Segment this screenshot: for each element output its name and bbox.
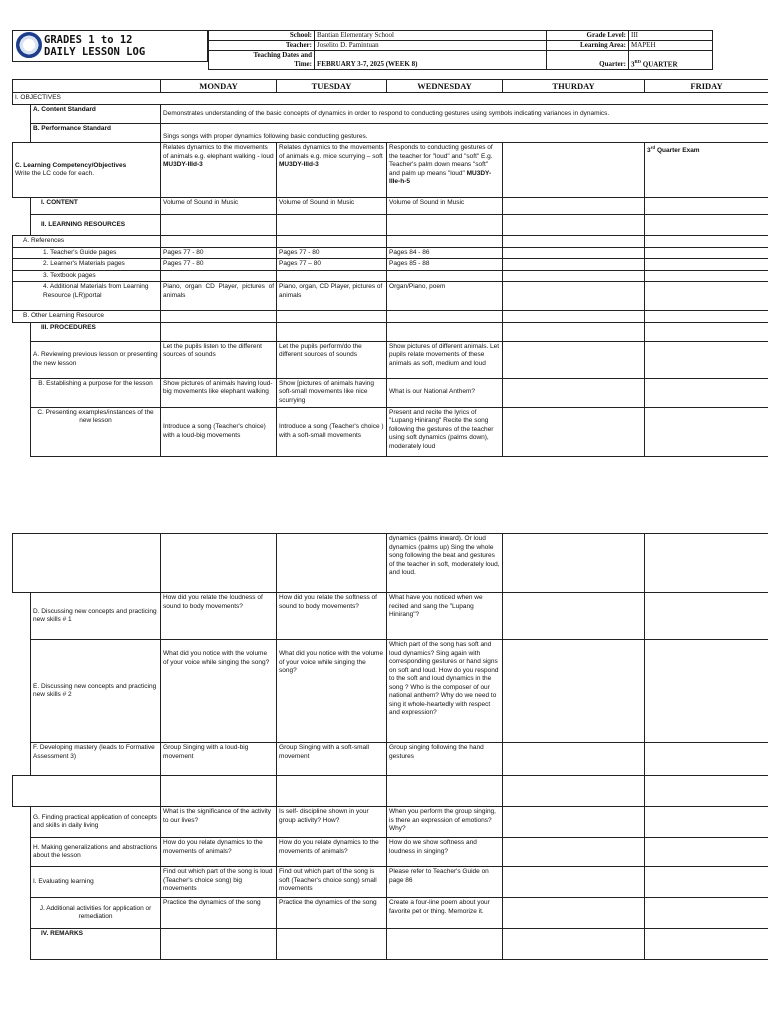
learners-materials-tuesday: Pages 77 – 80: [277, 259, 387, 271]
area-label: Learning Area:: [547, 41, 629, 51]
procedure-j-label: J. Additional activities for application or remediation: [31, 898, 161, 929]
remarks-label: IV. REMARKS: [31, 929, 161, 960]
teachers-guide-wednesday: Pages 84 - 86: [387, 247, 503, 259]
dates-value: FEBRUARY 3-7, 2025 (WEEK 8): [315, 51, 547, 70]
competency-thursday: [503, 143, 645, 198]
learners-materials-label: 2. Learner's Materials pages: [13, 259, 161, 271]
procedure-e-label: E. Discussing new concepts and practicing new skills # 2: [31, 640, 161, 743]
other-resource-label: B. Other Learning Resource: [13, 311, 161, 323]
teachers-guide-monday: Pages 77 - 80: [161, 247, 277, 259]
title-line-2: DAILY LESSON LOG: [44, 46, 146, 58]
procedure-a-tuesday: Let the pupils perform/do the different sources of sounds: [277, 341, 387, 378]
lc-code-tuesday: MU3DY-IIId-3: [279, 161, 319, 168]
procedure-h-label: H. Making generalizations and abstractions about the lesson: [31, 838, 161, 867]
school-label: School:: [209, 31, 315, 41]
competency-title: C. Learning Competency/Objectives: [15, 161, 127, 169]
procedure-j-tuesday: Practice the dynamics of the song: [277, 898, 387, 929]
quarter-value: 3RD QUARTER: [629, 51, 713, 70]
quarter-label: Quarter:: [547, 51, 629, 70]
procedure-d-label: D. Discussing new concepts and practicing new skills # 1: [31, 593, 161, 640]
procedure-a-label: A. Reviewing previous lesson or presenting the new lesson: [31, 341, 161, 378]
procedures-label: III. PROCEDURES: [31, 322, 161, 341]
content-monday: Volume of Sound in Music: [161, 198, 277, 215]
learners-materials-monday: Pages 77 - 80: [161, 259, 277, 271]
day-monday: MONDAY: [161, 80, 277, 93]
competency-friday: 3rd Quarter Exam: [645, 143, 768, 198]
references-label: A. References: [13, 236, 161, 248]
procedure-h-wednesday: How do we show softness and loudness in singing?: [387, 838, 503, 867]
competency-wednesday: Responds to conducting gestures of the teacher for "loud" and "soft" E.g. Teacher's palm down means "soft" and palm up means "loud" MU3DY-IIIe-h-5: [387, 143, 503, 198]
teacher-value: Joselito D. Pamintuan: [315, 41, 547, 51]
procedure-d-monday: How did you relate the loudness of sound to body movements?: [161, 593, 277, 640]
day-header-row: [13, 80, 768, 93]
procedure-a-monday: Let the pupils listen to the different sources of sounds: [161, 341, 277, 378]
header-info-table: [208, 30, 768, 70]
additional-materials-tuesday: Piano, organ, CD Player, pictures of animals: [277, 282, 387, 311]
lc-code-monday: MU3DY-IIId-3: [163, 161, 203, 168]
day-wednesday: WEDNESDAY: [387, 80, 503, 93]
school-value: Bantian Elementary School: [315, 31, 547, 41]
procedure-b-wednesday: What is our National Anthem?: [387, 378, 503, 407]
procedure-a-wednesday: Show pictures of different animals. Let pupils relate movements of these animals as soft, medium and loud: [387, 341, 503, 378]
performance-standard-value: Sings songs with proper dynamics following basic conducting gestures.: [161, 124, 768, 143]
procedure-d-wednesday: What have you noticed when we recited and sang the "Lupang Hinirang"?: [387, 593, 503, 640]
procedure-f-monday: Group Singing with a loud-big movement: [161, 743, 277, 776]
dates-label-line2: Time:: [294, 60, 312, 68]
procedure-e-monday: What did you notice with the volume of your voice while singing the song?: [161, 640, 277, 743]
procedure-i-monday: Find out which part of the song is loud (Teacher's choice song) big movements: [161, 867, 277, 898]
grade-label: Grade Level:: [547, 31, 629, 41]
procedure-i-wednesday: Please refer to Teacher's Guide on page 86: [387, 867, 503, 898]
procedure-f-wednesday: Group singing following the hand gestures: [387, 743, 503, 776]
learning-resources-label: II. LEARNING RESOURCES: [31, 215, 161, 236]
lesson-table-part-2: [12, 533, 768, 960]
procedure-f-label: F. Developing mastery (leads to Formative Assessment 3): [31, 743, 161, 776]
procedure-g-wednesday: When you perform the group singing, is there an expression of emotions? Why?: [387, 807, 503, 838]
procedure-d-tuesday: How did you relate the softness of sound to body movements?: [277, 593, 387, 640]
additional-materials-wednesday: Organ/Piano, poem: [387, 282, 503, 311]
competency-subtitle: Write the LC code for each.: [15, 170, 95, 177]
day-friday: FRIDAY: [645, 80, 768, 93]
teachers-guide-label: 1. Teacher's Guide pages: [13, 247, 161, 259]
competency-monday: Relates dynamics to the movements of animals e.g. elephant walking - loud MU3DY-IIId-3: [161, 143, 277, 198]
learners-materials-wednesday: Pages 85 - 88: [387, 259, 503, 271]
procedure-g-label: G. Finding practical application of concepts and skills in daily living: [31, 807, 161, 838]
document-title: [44, 34, 145, 58]
area-value: MAPEH: [629, 41, 713, 51]
lc-code-wednesday: MU3DY-IIIe-h-5: [389, 169, 492, 185]
content-standard-label: A. Content Standard: [31, 105, 161, 124]
teacher-label: Teacher:: [209, 41, 315, 51]
procedure-e-tuesday: What did you notice with the volume of your voice while singing the song?: [277, 640, 387, 743]
dates-label-line1: Teaching Dates and: [253, 51, 312, 59]
procedure-h-tuesday: How do you relate dynamics to the movements of animals?: [277, 838, 387, 867]
day-thursday: THURDAY: [503, 80, 645, 93]
procedure-g-monday: What is the significance of the activity to our lives?: [161, 807, 277, 838]
objectives-heading: I. OBJECTIVES: [13, 93, 768, 105]
content-wednesday: Volume of Sound in Music: [387, 198, 503, 215]
performance-standard-label: B. Performance Standard: [31, 124, 161, 143]
additional-materials-monday: Piano, organ CD Player, pictures of animals: [161, 282, 277, 311]
procedure-i-label: I. Evaluating learning: [31, 867, 161, 898]
lesson-table-part-1: [12, 79, 768, 457]
grade-value: III: [629, 31, 713, 41]
procedure-b-label: B. Establishing a purpose for the lesson: [31, 378, 161, 407]
textbook-label: 3. Textbook pages: [13, 270, 161, 282]
competency-tuesday: Relates dynamics to the movements of animals e.g. mice scurrying – soft MU3DY-IIId-3: [277, 143, 387, 198]
procedure-c-tuesday: Introduce a song (Teacher's choice ) with a soft-small movements: [277, 407, 387, 456]
procedure-e-wednesday: Which part of the song has soft and loud dynamics? Sing again with corresponding gestures or hand signs on soft and loud. How do you respond to the soft and loud dynamics in the song ? Who is the composer of our national anthem? Why do we need to sing it whole-heartedly with respect and expression?: [387, 640, 503, 743]
content-tuesday: Volume of Sound in Music: [277, 198, 387, 215]
content-label: I. CONTENT: [31, 198, 161, 215]
dates-label: [209, 51, 315, 70]
competency-label: [13, 143, 161, 198]
procedure-i-tuesday: Find out which part of the song is soft (Teacher's choice song) small movements: [277, 867, 387, 898]
procedure-f-tuesday: Group Singing with a soft-small movement: [277, 743, 387, 776]
teachers-guide-tuesday: Pages 77 - 80: [277, 247, 387, 259]
day-tuesday: TUESDAY: [277, 80, 387, 93]
procedure-c-monday: Introduce a song (Teacher's choice) with a loud-big movements: [161, 407, 277, 456]
title-line-1: GRADES 1 to 12: [44, 34, 133, 46]
procedure-b-tuesday: Show [pictures of animals having soft-small movements like nice scurrying: [277, 378, 387, 407]
procedure-g-tuesday: Is self- discipline shown in your group activity? How?: [277, 807, 387, 838]
procedure-j-wednesday: Create a four-line poem about your favorite pet or thing. Memorize it.: [387, 898, 503, 929]
procedure-c-wednesday-continued: dynamics (palms inward). Or loud dynamics (palms up) Sing the whole song following the beat and gestures of the teacher in soft, moderately loud, and loud.: [387, 534, 503, 593]
content-standard-value: Demonstrates understanding of the basic concepts of dynamics in order to respond to conducting gestures using symbols indicating variances in dynamics.: [161, 105, 768, 124]
procedure-h-monday: How do you relate dynamics to the movements of animals?: [161, 838, 277, 867]
procedure-b-monday: Show pictures of animals having loud-big movements like elephant walking: [161, 378, 277, 407]
additional-materials-label: 4. Additional Materials from Learning Resource (LR)portal: [13, 282, 161, 311]
deped-seal-icon: [16, 32, 42, 58]
procedure-c-label: C. Presenting examples/instances of the new lesson: [31, 407, 161, 456]
procedure-c-wednesday: Present and recite the lyrics of "Lupang Hinirang" Recite the song following the gestures of the teacher using soft dynamics (palms down), moderately loud: [387, 407, 503, 456]
procedure-j-monday: Practice the dynamics of the song: [161, 898, 277, 929]
